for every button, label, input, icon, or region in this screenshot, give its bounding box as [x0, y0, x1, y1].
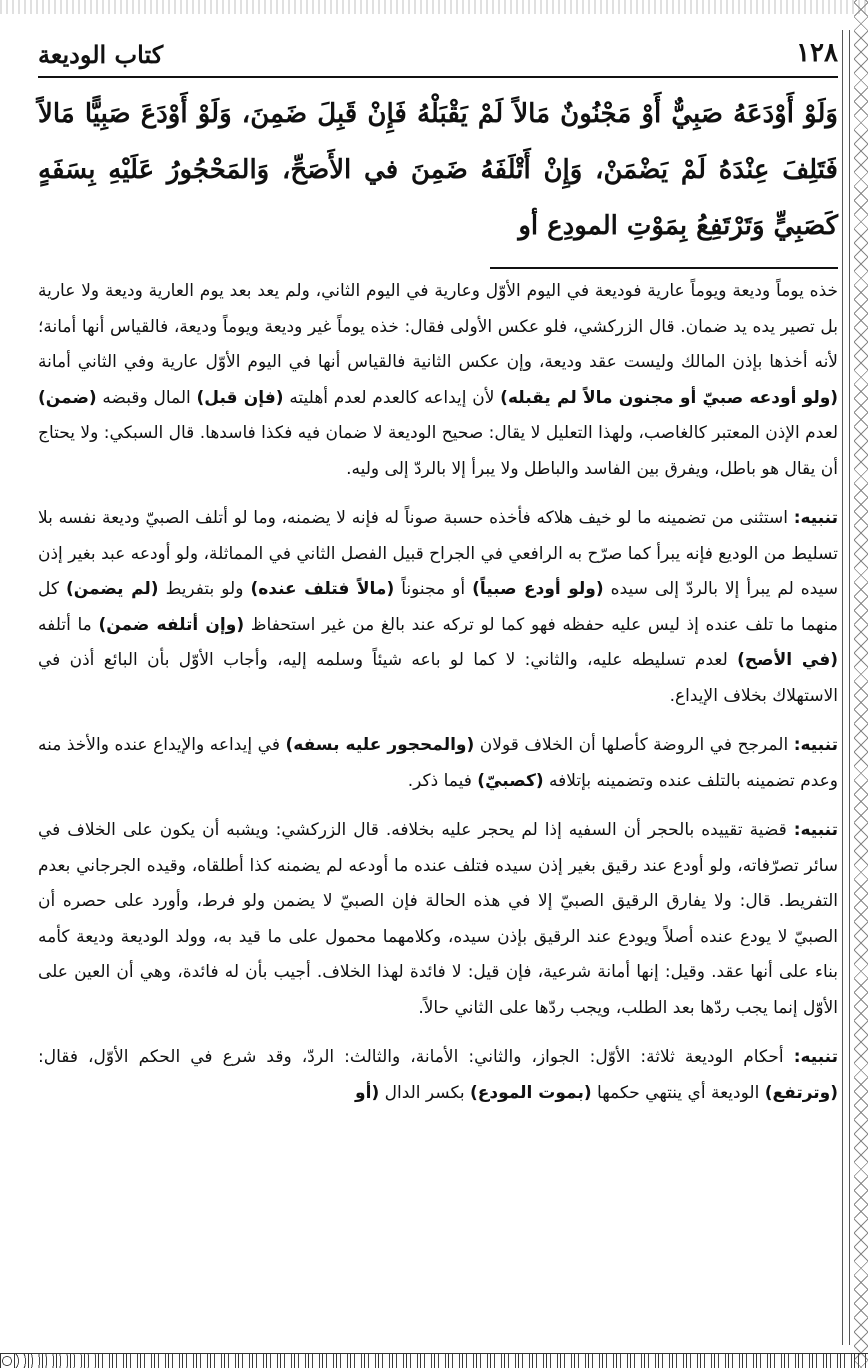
- page-number: ١٢٨: [796, 38, 838, 68]
- para4-text: قضية تقييده بالحجر أن السفيه إذا لم يحجر عليه بخلافه. قال الزركشي: ويشبه أن يكون على الخلاف في سائر تصرّفاته، ولو أودع عند رقيق بغير إذن سيده فتلف عنده ما أودعه لم يضمنه كذا أطلقاه، وقيده الجرجاني بعدم التفريط. قال: ولا يفارق الرقيق الصبيّ إلا في هذه الحالة فإن الصبيّ لا يضمن ولو فرط، وأورد على حصره أن الصبيّ لا يودع عنده أصلاً ويودع عند الرقيق بإذن سيده، وكلامهما محمول على ما قيد به، وولد الوديعة وديعة كأمه بناء على أنها عقد. وقيل: إنها أمانة شرعية، فإن قيل: لا فائدة لهذا الخلاف. أجيب بأن له فائدة، وهي أن العين على الأوّل إنما يجب ردّها بعد الطلب، ويجب ردّها على الثاني حالاً.: [38, 820, 838, 1018]
- para1-keyword-1: (ولو أودعه صبيّ أو مجنون مالاً لم يقبله): [500, 387, 839, 408]
- commentary: [38, 274, 838, 1125]
- para2-text-2: أو مجنوناً: [401, 579, 466, 599]
- para2-keyword-3: (لم يضمن): [65, 579, 159, 599]
- para1-keyword-3: (ضمن): [38, 387, 97, 408]
- main-text: [38, 86, 838, 254]
- commentary-paragraph-1: [38, 274, 838, 487]
- bottom-border-ornament: [0, 1353, 868, 1368]
- para2-keyword-4: (وإن أتلفه ضمن): [98, 614, 245, 635]
- header-rule: [38, 76, 838, 78]
- para3-text: المرجح في الروضة كأصلها أن الخلاف قولان: [479, 735, 789, 755]
- right-border-ornament: [854, 0, 868, 1368]
- book-title: كتاب الوديعة: [38, 40, 164, 69]
- tanbih-label: تنبيه:: [793, 508, 838, 528]
- para2-text: استثنى من تضمينه ما لو خيف هلاكه فأخذه حسبة صوناً له فإنه لا يضمنه، وما لو أتلف الصبيّ وديعة نفسه بلا تسليط من الوديع فإنه يبرأ كما صرّح به الرافعي في الجراح قبيل الفصل الثاني في المماثلة، ولو أودعه عبد بغير إذن سيده لم يبرأ إلا بالردّ إلى سيده: [38, 508, 839, 599]
- tanbih-label: تنبيه:: [793, 820, 838, 840]
- tanbih-label: تنبيه:: [793, 735, 839, 755]
- para1-text: خذه يوماً وديعة ويوماً عارية فوديعة في اليوم الأوّل وعارية في اليوم الثاني، ولم يعد بعد يوم العارية وديعة ولا عارية بل تصير يده يد ضمان. قال الزركشي، فلو عكس الأولى فقال: خذه يوماً غير وديعة ويوماً وديعة، فالقياس أنها أمانة؛ لأنه أخذها بإذن المالك وليست عقد وديعة، وإن عكس الثانية فالقياس أنها في اليوم الأوّل عارية وفي الثاني أمانة: [38, 281, 838, 372]
- commentary-paragraph-4: [38, 813, 838, 1026]
- para3-keyword-1: (والمحجور عليه بسفه): [285, 735, 475, 755]
- top-border-ornament: [0, 0, 868, 14]
- para2-text-3: ولو بتفريط: [165, 579, 244, 599]
- para1-text-3: المال وقبضه: [102, 387, 191, 408]
- para3-keyword-2: (كصبيّ): [477, 770, 544, 791]
- para3-text-2: في إيداعه والإيداع عنده والأخذ منه وعدم تضمينه بالتلف عنده وتضمينه بإتلافه: [38, 735, 838, 791]
- commentary-paragraph-2: [38, 501, 838, 714]
- para2-text-end: لعدم تسليطه عليه، والثاني: لا كما لو باعه شيئاً وسلمه إليه، وأجاب الأوّل بأن البائع أذن في الاستهلاك بخلاف الإيداع.: [38, 650, 838, 706]
- para2-text-4: كل منهما ما تلف عنده إذ ليس عليه حفظه فهو كما لو تركه عند بالغ من غير استحفاظ: [38, 579, 839, 635]
- para2-keyword-2: (مالاً فتلف عنده): [250, 579, 395, 599]
- para1-text-2: لأن إيداعه كالعدم لعدم أهليته: [289, 387, 495, 408]
- para5-keyword-1: (وترتفع): [764, 1082, 838, 1103]
- para5-text: أحكام الوديعة ثلاثة: الأوّل: الجواز، والثاني: الأمانة، والثالث: الردّ، وقد شرع في الحكم الأوّل، فقال:: [38, 1047, 784, 1067]
- commentary-paragraph-3: [38, 728, 838, 799]
- para2-keyword-5: (في الأصح): [737, 650, 839, 670]
- para2-keyword-1: (ولو أودع صبياً): [472, 579, 604, 599]
- right-border-rule: [842, 30, 850, 1345]
- para1-text-end: لعدم الإذن المعتبر كالغاصب، ولهذا التعليل لا يقال: صحيح الوديعة لا ضمان فيه فكذا فاسدها. قال السبكي: ولا يحتاج أن يقال هو باطل، ويفرق بين الفاسد والباطل ولا يبرأ إلا بالردّ إلى وليه.: [38, 423, 838, 479]
- text-separator: [490, 267, 838, 269]
- para5-keyword-2: (بموت المودع): [470, 1082, 592, 1103]
- page-header: [38, 38, 838, 72]
- para5-text-2: الوديعة أي ينتهي حكمها: [597, 1082, 760, 1103]
- para3-text-end: فيما ذكر.: [407, 770, 472, 791]
- tanbih-label: تنبيه:: [793, 1047, 838, 1067]
- para5-text-3: بكسر الدال: [384, 1082, 465, 1103]
- para1-keyword-2: (فإن قبل): [196, 387, 284, 408]
- commentary-paragraph-5: [38, 1040, 838, 1111]
- para5-keyword-3: (أو: [355, 1082, 380, 1103]
- para2-text-5: ما أتلفه: [38, 614, 92, 635]
- matn-paragraph: وَلَوْ أَوْدَعَهُ صَبِيٌّ أَوْ مَجْنُونٌ مَالاً لَمْ يَقْبَلْهُ فَإِنْ قَبِلَ ضَمِنَ، وَلَوْ أَوْدَعَ صَبِيًّا مَالاً فَتَلِفَ عِنْدَهُ لَمْ يَضْمَنْ، وَإِنْ أَتْلَفَهُ ضَمِنَ في الأَصَحِّ، وَالمَحْجُورُ عَلَيْهِ بِسَفَهٍ كَصَبِيٍّ وَتَرْتَفِعُ بِمَوْتِ المودِع أو: [38, 99, 838, 241]
